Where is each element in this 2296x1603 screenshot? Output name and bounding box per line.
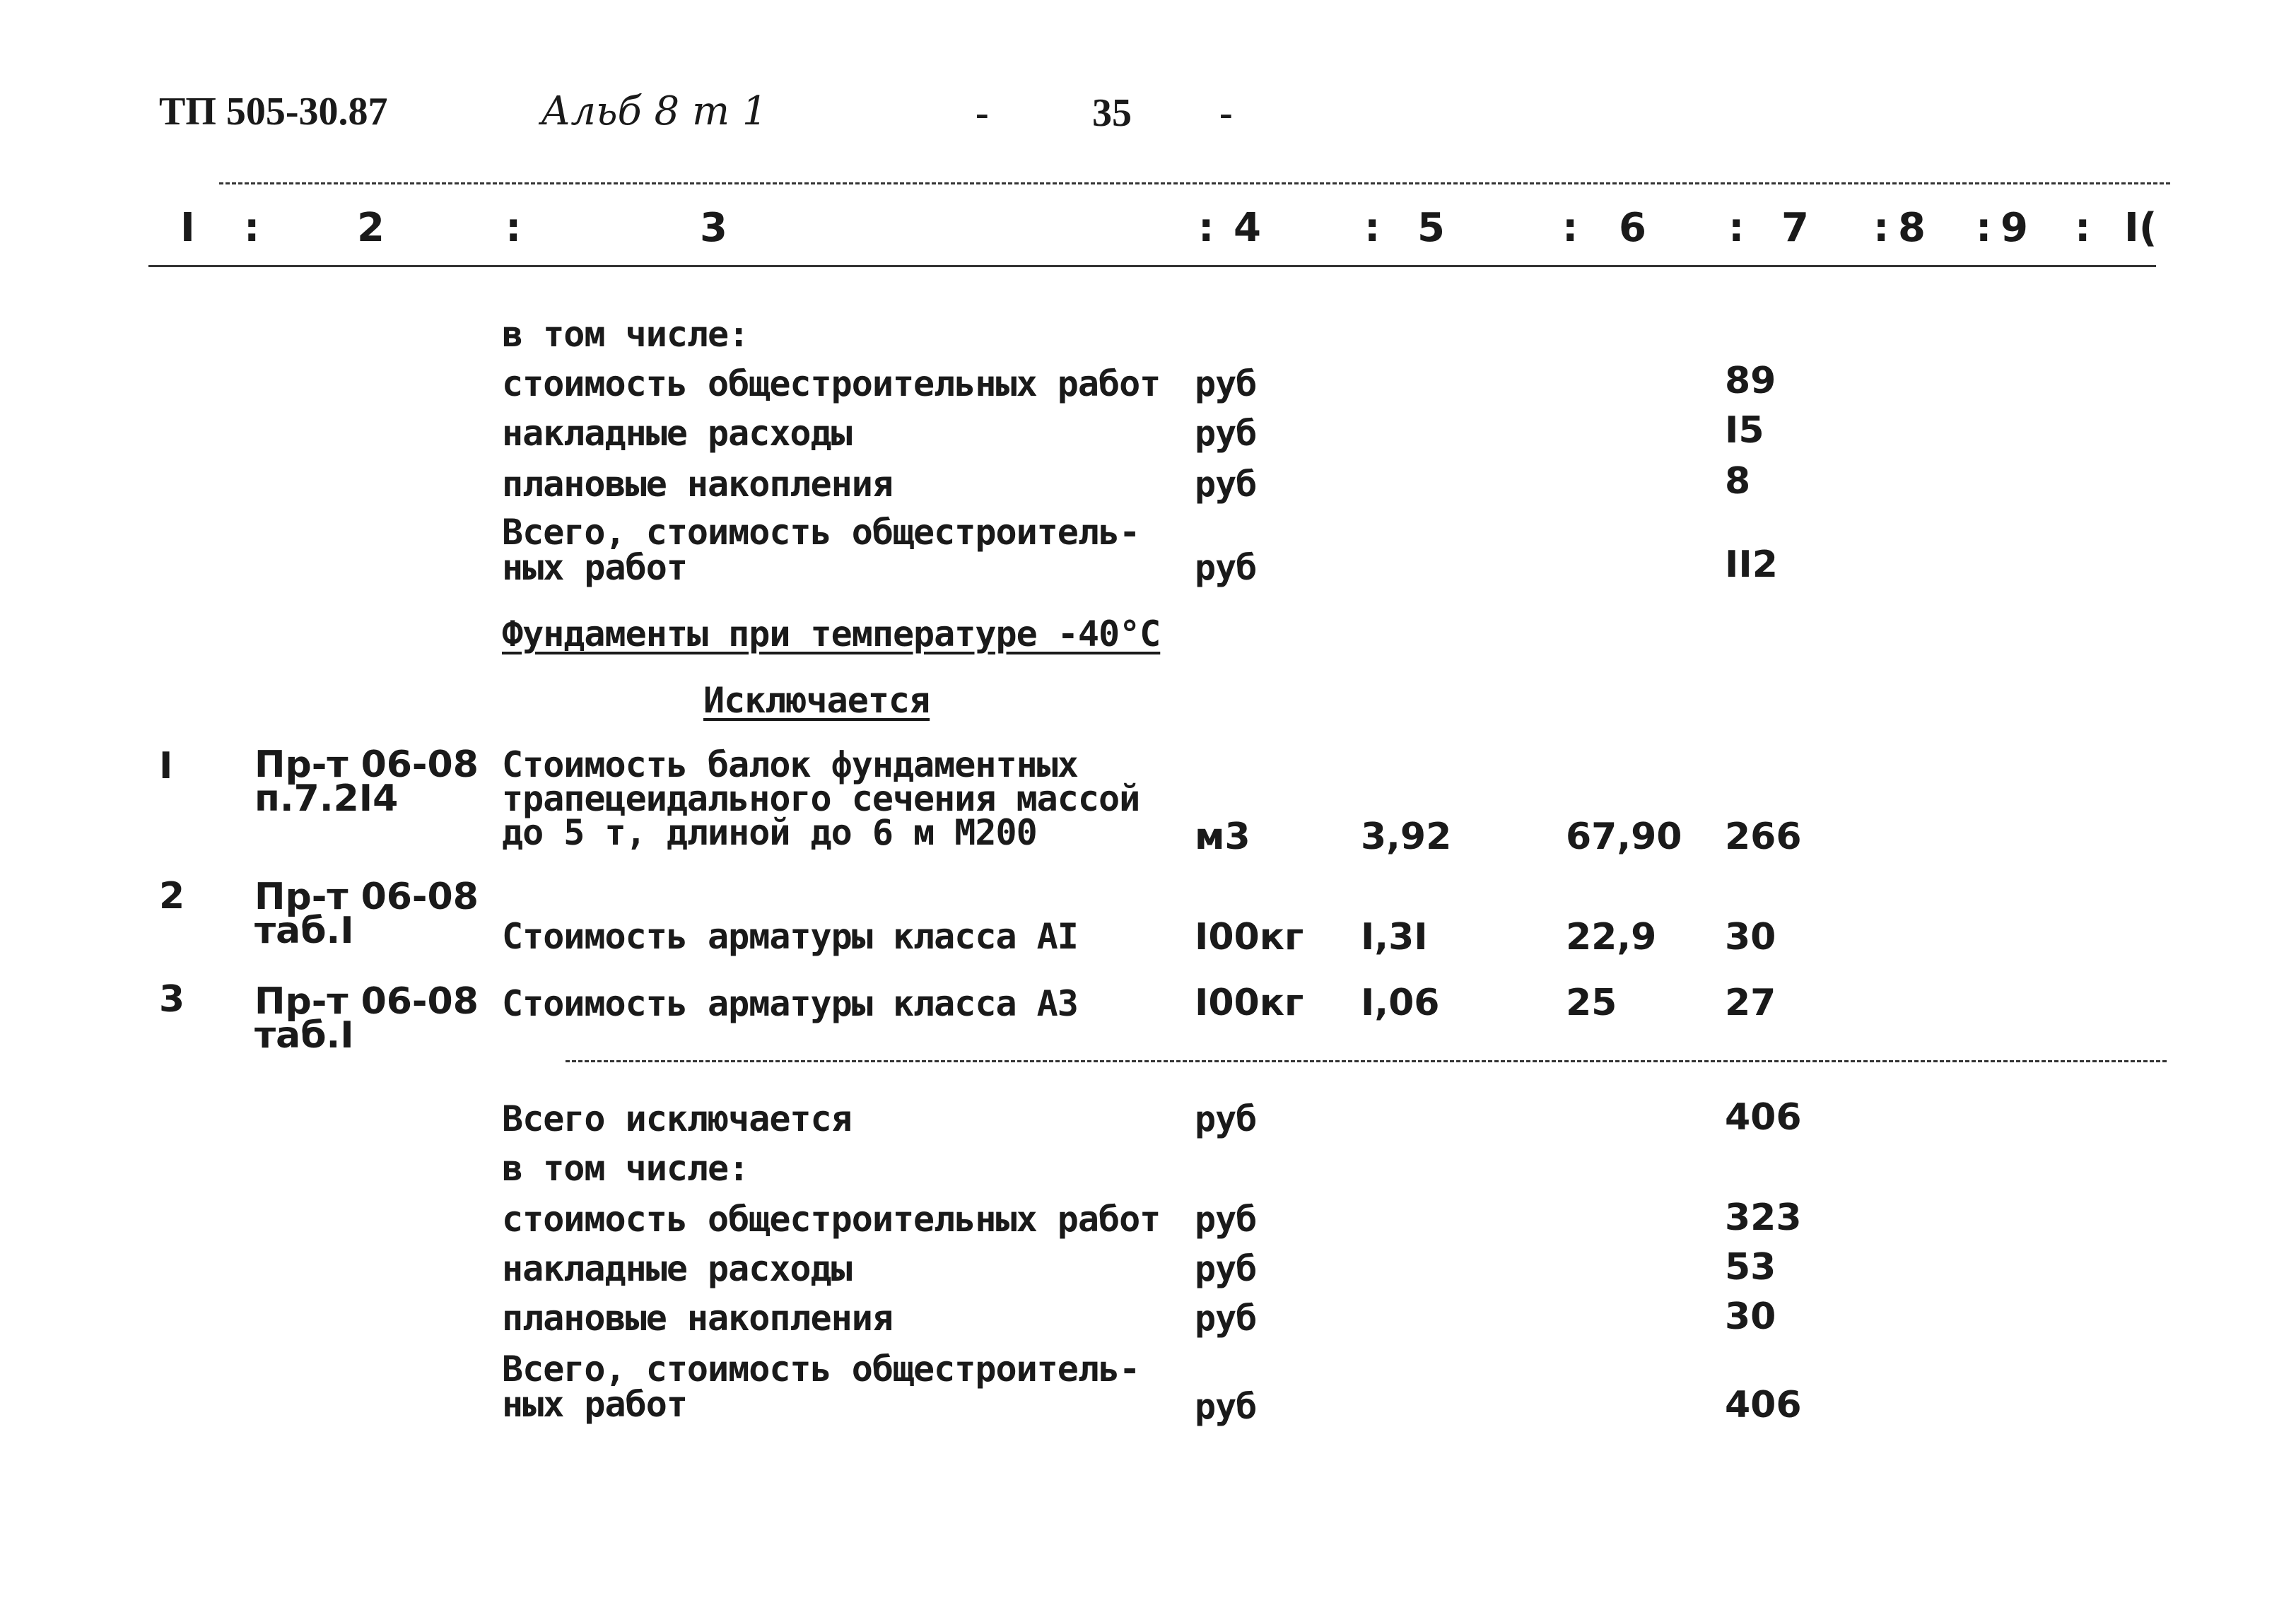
- column-number-2: 2: [357, 205, 385, 251]
- item-reference-line-2: таб.I: [254, 910, 354, 952]
- section-divider: [566, 1060, 2167, 1062]
- row-label: накладные расходы: [502, 413, 852, 454]
- item-total: 266: [1725, 816, 1802, 858]
- column-separator: :: [2075, 205, 2091, 251]
- column-number-3: 3: [700, 205, 727, 251]
- column-header-top-rule: [219, 182, 2170, 184]
- row-label: плановые накопления: [502, 464, 893, 505]
- column-separator: :: [1728, 205, 1745, 251]
- row-unit: руб: [1195, 1386, 1257, 1427]
- item-description: Стоимость арматуры класса А3: [502, 983, 1078, 1024]
- column-separator: :: [505, 205, 522, 251]
- row-unit: руб: [1195, 1298, 1257, 1339]
- row-total: 89: [1725, 360, 1776, 402]
- item-quantity: 3,92: [1361, 816, 1452, 858]
- row-total: 53: [1725, 1246, 1776, 1288]
- row-total: 406: [1725, 1384, 1802, 1426]
- row-label-line-2: ных работ: [502, 547, 687, 588]
- column-separator: :: [1198, 205, 1214, 251]
- row-unit: руб: [1195, 1199, 1257, 1240]
- row-label-line-1: Всего, стоимость общестроитель-: [502, 1349, 1140, 1390]
- column-header-bottom-rule: [148, 265, 2156, 267]
- album-label: Альб 8 т 1: [541, 88, 768, 134]
- row-total: II2: [1725, 544, 1778, 586]
- row-label: плановые накопления: [502, 1298, 893, 1339]
- column-number-10: I(: [2124, 205, 2157, 251]
- item-total: 27: [1725, 982, 1776, 1024]
- item-reference-line-1: Пр-т 06-08: [254, 980, 479, 1023]
- item-reference-line-1: Пр-т 06-08: [254, 744, 479, 786]
- item-quantity: I,06: [1361, 982, 1440, 1024]
- column-number-5: 5: [1417, 205, 1445, 251]
- item-description: Стоимость арматуры класса АI: [502, 916, 1078, 957]
- item-description-line-1: Стоимость балок фундаментных: [502, 744, 1078, 785]
- item-unit-price: 22,9: [1566, 916, 1657, 958]
- total-excluded-unit: руб: [1195, 1098, 1257, 1139]
- item-description-line-2: трапецеидального сечения массой: [502, 778, 1140, 819]
- column-separator: :: [244, 205, 260, 251]
- row-total: 30: [1725, 1296, 1776, 1338]
- item-unit: I00кг: [1195, 916, 1304, 958]
- row-label: стоимость общестроительных работ: [502, 363, 1161, 404]
- item-description-line-3: до 5 т, длиной до 6 м М200: [502, 812, 1037, 853]
- item-number: I: [159, 745, 173, 787]
- item-total: 30: [1725, 916, 1776, 958]
- column-separator: :: [1873, 205, 1890, 251]
- column-separator: :: [1364, 205, 1381, 251]
- column-number-1: I: [180, 205, 195, 251]
- row-unit: руб: [1195, 547, 1257, 588]
- item-reference-line-2: таб.I: [254, 1014, 354, 1057]
- column-separator: :: [1976, 205, 1992, 251]
- page-dash-right: -: [1219, 91, 1233, 135]
- row-label: стоимость общестроительных работ: [502, 1199, 1161, 1240]
- column-number-7: 7: [1781, 205, 1809, 251]
- item-number: 3: [159, 978, 185, 1021]
- page-number: 35: [1092, 91, 1132, 135]
- item-reference-line-2: п.7.2I4: [254, 777, 399, 820]
- column-number-9: 9: [2001, 205, 2028, 251]
- row-unit: руб: [1195, 363, 1257, 404]
- item-unit-price: 25: [1566, 982, 1617, 1024]
- column-number-6: 6: [1619, 205, 1646, 251]
- column-number-4: 4: [1234, 205, 1261, 251]
- row-unit: руб: [1195, 413, 1257, 454]
- item-unit-price: 67,90: [1566, 816, 1682, 858]
- row-unit: руб: [1195, 464, 1257, 505]
- including-label: в том числе:: [502, 1148, 749, 1189]
- row-label-line-2: ных работ: [502, 1384, 687, 1425]
- row-total: I5: [1725, 409, 1764, 452]
- row-unit: руб: [1195, 1248, 1257, 1289]
- column-separator: :: [1562, 205, 1578, 251]
- total-excluded-label: Всего исключается: [502, 1098, 852, 1139]
- doc-code: ТП 505-30.87: [159, 90, 388, 134]
- row-total: 8: [1725, 460, 1751, 503]
- item-unit: м3: [1195, 816, 1250, 858]
- including-label: в том числе:: [502, 314, 749, 355]
- row-label-line-1: Всего, стоимость общестроитель-: [502, 512, 1140, 553]
- item-unit: I00кг: [1195, 982, 1304, 1024]
- item-quantity: I,3I: [1361, 916, 1428, 958]
- item-reference-line-1: Пр-т 06-08: [254, 876, 479, 918]
- page-dash-left: -: [976, 91, 989, 135]
- total-excluded-value: 406: [1725, 1096, 1802, 1139]
- section-subtitle: Исключается: [703, 680, 930, 721]
- column-number-8: 8: [1898, 205, 1926, 251]
- section-title: Фундаменты при температуре -40°С: [502, 613, 1161, 654]
- row-total: 323: [1725, 1197, 1802, 1239]
- row-label: накладные расходы: [502, 1248, 852, 1289]
- item-number: 2: [159, 875, 185, 917]
